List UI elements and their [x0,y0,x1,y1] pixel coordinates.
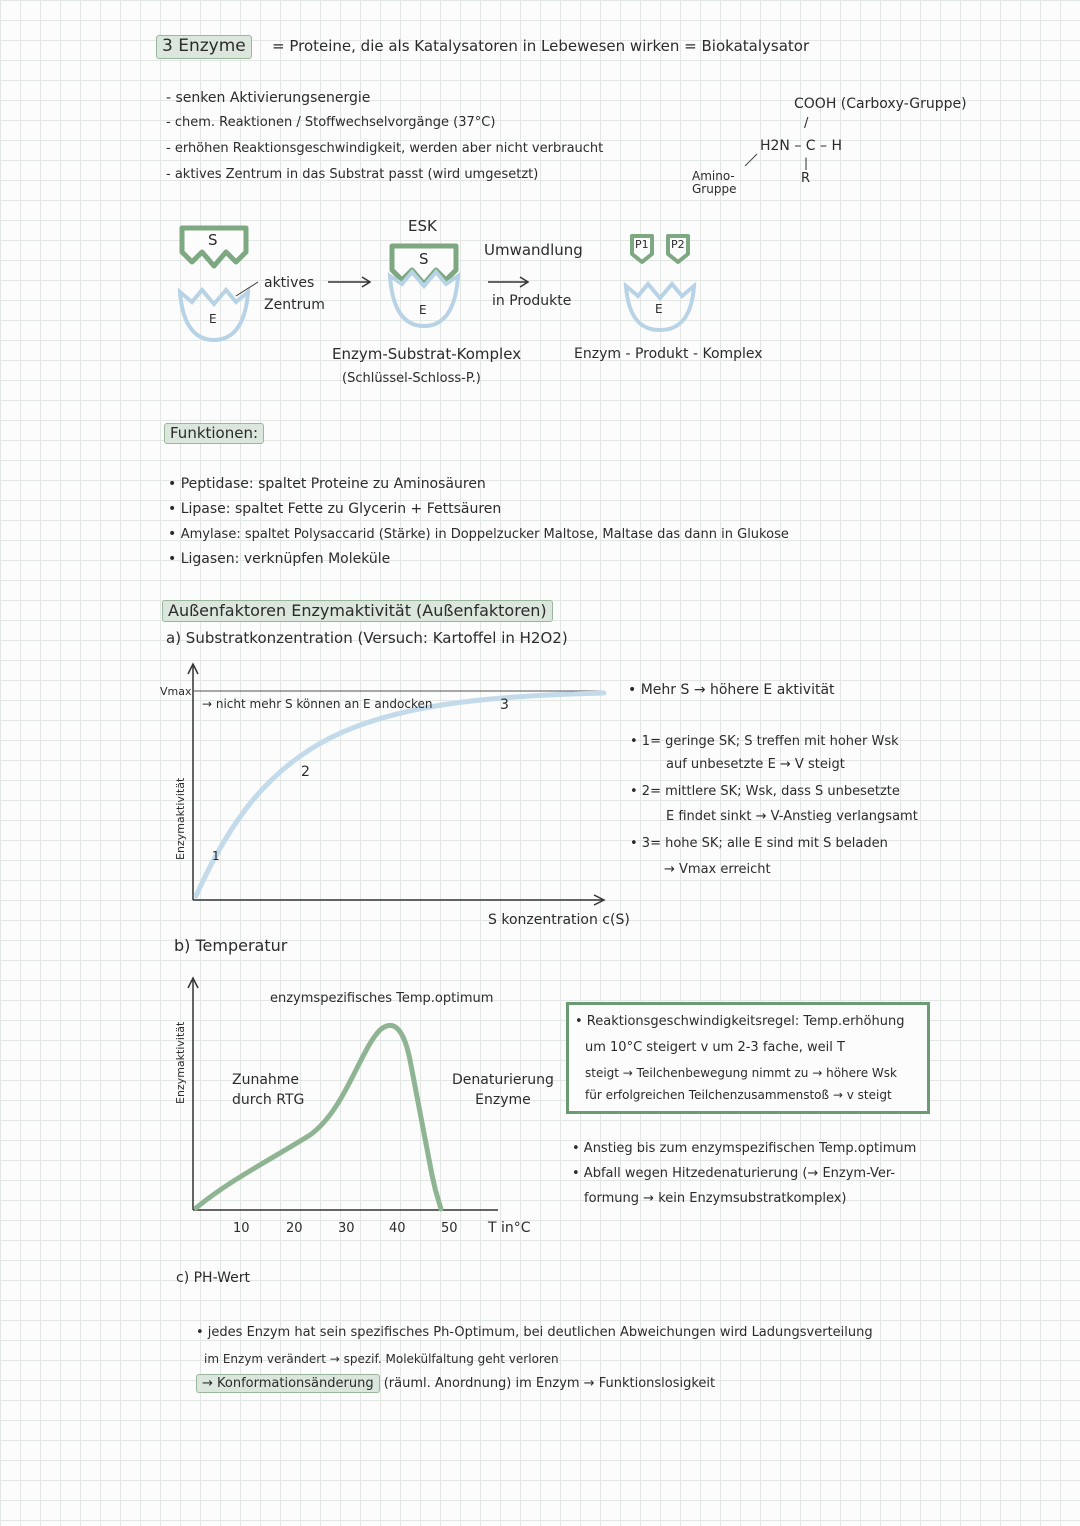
enzyme-label-2: E [419,303,427,317]
note-b-2: • Abfall wegen Hitzedenaturierung (→ Enzym-Ver- [572,1166,896,1181]
tick-10: 10 [233,1221,250,1236]
chart-b-xlabel: T in°C [488,1220,531,1236]
note-c-2: im Enzym verändert → spezif. Molekülfaltung geht verloren [204,1352,559,1366]
chart-a-ylabel: Enzymaktivität [174,777,187,860]
function-item-amylase: • Amylase: spaltet Polysaccarid (Stärke) in Doppelzucker Maltose, Maltase das dann in Glukose [168,526,789,542]
active-center-label: aktives Zentrum [264,275,325,314]
property-1: - senken Aktivierungsenergie [166,90,371,106]
note-a-3: auf unbesetzte E → V steigt [666,757,845,772]
amino-group-label: Amino- Gruppe [692,169,737,197]
temperature-curve [196,1025,441,1209]
function-item-ligasen: • Ligasen: verknüpfen Moleküle [168,551,391,567]
note-b-3: formung → kein Enzymsubstratkomplex) [584,1191,847,1206]
point-label-2: 2 [301,764,310,780]
konformation-highlight: → Konformationsänderung [196,1374,380,1393]
definition: = Proteine, die als Katalysatoren in Lebewesen wirken = Biokatalysator [272,37,810,55]
carboxy-group: COOH (Carboxy-Gruppe) [794,96,967,112]
substrate-label-2: S [419,250,429,268]
rtg-line-3: steigt → Teilchenbewegung nimmt zu → höhere Wsk [585,1066,897,1080]
note-a-5: E findet sinkt → V-Anstieg verlangsamt [666,809,918,824]
page-title: 3 Enzyme [156,35,252,59]
factors-heading: Außenfaktoren Enzymaktivität (Außenfaktoren) [162,600,553,622]
product-1-label: P1 [635,238,649,251]
bond-bottom: | [804,156,809,170]
product-2-label: P2 [671,238,685,251]
tick-40: 40 [389,1221,406,1236]
epk-caption: Enzym - Produkt - Komplex [574,346,763,362]
factor-c-title: c) PH-Wert [176,1270,250,1286]
chart-b-ylabel: Enzymaktivität [174,1021,187,1104]
function-item-lipase: • Lipase: spaltet Fette zu Glycerin + Fettsäuren [168,501,502,517]
tick-50: 50 [441,1221,458,1236]
tick-20: 20 [286,1221,303,1236]
property-4: - aktives Zentrum in das Substrat passt (wird umgesetzt) [166,167,539,182]
tick-30: 30 [338,1221,355,1236]
enzyme-label-3: E [655,302,663,316]
esk-label: ESK [408,217,437,235]
zunahme-label: Zunahme durch RTG [232,1072,305,1109]
property-2: - chem. Reaktionen / Stoffwechselvorgänge (37°C) [166,115,496,130]
rtg-line-2: um 10°C steigert v um 2-3 fache, weil T [585,1040,845,1055]
in-produkte-label: in Produkte [492,293,572,309]
esk-subcaption: (Schlüssel-Schloss-P.) [342,371,481,386]
enzyme-label-1: E [209,312,217,326]
note-b-1: • Anstieg bis zum enzymspezifischen Temp.optimum [572,1141,917,1156]
point-label-1: 1 [212,849,220,863]
note-a-4: • 2= mittlere SK; Wsk, dass S unbesetzte [630,784,900,799]
chart-a-xlabel: S konzentration c(S) [488,912,630,928]
factor-a-title: a) Substratkonzentration (Versuch: Kartoffel in H2O2) [166,629,568,647]
note-a-2: • 1= geringe SK; S treffen mit hoher Wsk [630,734,899,749]
denaturierung-label: Denaturierung Enzyme [452,1072,554,1109]
property-3: - erhöhen Reaktionsgeschwindigkeit, werden aber nicht verbraucht [166,141,604,156]
note-a-7: → Vmax erreicht [664,862,771,877]
function-item-peptidase: • Peptidase: spaltet Proteine zu Aminosäuren [168,476,486,492]
factor-b-title: b) Temperatur [174,936,288,955]
amino-chain: H2N – C – H [760,138,843,154]
functions-heading: Funktionen: [164,423,264,444]
rtg-line-1: • Reaktionsgeschwindigkeitsregel: Temp.erhöhung [575,1014,905,1029]
note-a-6: • 3= hohe SK; alle E sind mit S beladen [630,836,888,851]
r-group: R [801,171,811,186]
note-c-3: → Konformationsänderung (räuml. Anordnung) im Enzym → Funktionslosigkeit [196,1377,715,1392]
vmax-label: Vmax [160,685,192,698]
note-a-1: • Mehr S → höhere E aktivität [628,682,835,698]
optimum-label: enzymspezifisches Temp.optimum [270,991,494,1006]
chart-a-annotation: → nicht mehr S können an E andocken [202,697,433,711]
point-label-3: 3 [500,697,509,713]
bond-top: / [804,116,809,131]
rtg-line-4: für erfolgreichen Teilchenzusammenstoß → v steigt [585,1088,892,1102]
substrate-label-1: S [208,231,218,249]
note-c-1: • jedes Enzym hat sein spezifisches Ph-Optimum, bei deutlichen Abweichungen wird Ladungsverteilung [196,1325,873,1340]
umwandlung-label: Umwandlung [484,241,583,259]
esk-caption: Enzym-Substrat-Komplex [332,345,522,363]
rtg-rule-box [566,1002,930,1114]
